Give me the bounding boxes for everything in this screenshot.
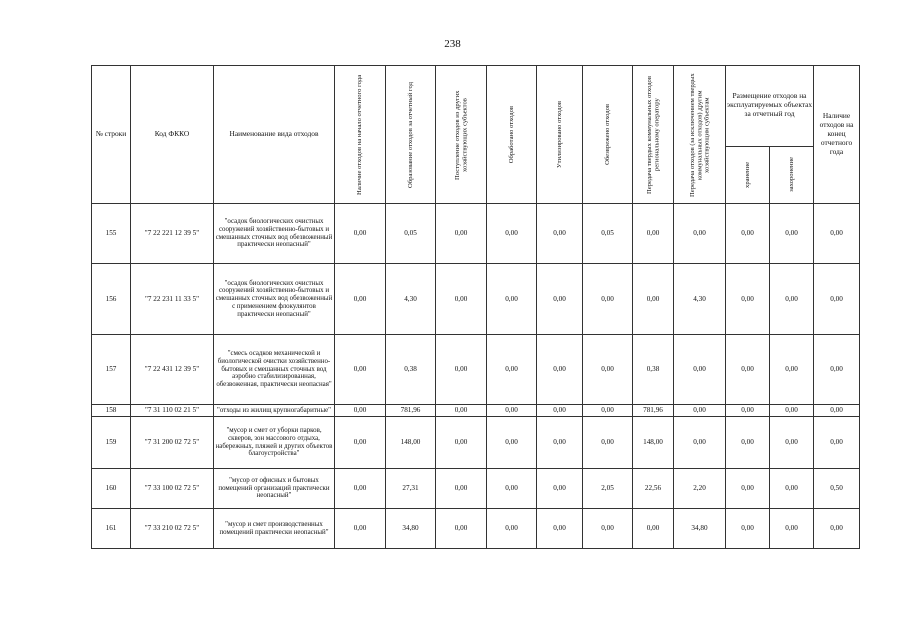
value-cell: 0,00 bbox=[726, 469, 770, 509]
value-cell: 0,50 bbox=[814, 469, 860, 509]
value-cell: 0,00 bbox=[436, 335, 487, 405]
header-end-balance: Наличие отходов на конец отчетного года bbox=[814, 66, 860, 204]
value-cell: 0,00 bbox=[335, 204, 386, 264]
value-cell: 0,00 bbox=[537, 405, 583, 417]
table-row bbox=[92, 509, 860, 549]
fkko-code: "7 31 200 02 72 5" bbox=[131, 417, 214, 469]
value-cell: 2,05 bbox=[583, 469, 633, 509]
value-cell: 0,00 bbox=[487, 469, 537, 509]
value-cell: 781,96 bbox=[386, 405, 436, 417]
fkko-code: "7 22 221 12 39 5" bbox=[131, 204, 214, 264]
value-cell: 4,30 bbox=[386, 264, 436, 335]
header-to-regional-operator: Передача твердых коммунальных отходов региональному оператору bbox=[633, 66, 674, 204]
header-placement: Размещение отходов на эксплуатируемых объектах за отчетный год bbox=[726, 66, 814, 147]
row-number: 161 bbox=[92, 509, 131, 549]
table-row bbox=[92, 335, 860, 405]
value-cell: 0,00 bbox=[487, 264, 537, 335]
value-cell: 0,00 bbox=[770, 417, 814, 469]
fkko-code: "7 33 210 02 72 5" bbox=[131, 509, 214, 549]
table-row bbox=[92, 469, 860, 509]
value-cell: 0,00 bbox=[674, 417, 726, 469]
value-cell: 0,00 bbox=[436, 417, 487, 469]
table-row bbox=[92, 204, 860, 264]
value-cell: 0,00 bbox=[335, 509, 386, 549]
table-body bbox=[92, 204, 860, 549]
row-number: 157 bbox=[92, 335, 131, 405]
value-cell: 0,00 bbox=[487, 509, 537, 549]
waste-name: "осадок биологических очистных сооружений хозяйственно-бытовых и смешанных сточных вод обезвоженный практически неопасный" bbox=[214, 204, 335, 264]
value-cell: 0,00 bbox=[436, 264, 487, 335]
value-cell: 0,00 bbox=[726, 335, 770, 405]
value-cell: 0,00 bbox=[335, 405, 386, 417]
page-number: 238 bbox=[444, 38, 461, 50]
value-cell: 0,00 bbox=[436, 204, 487, 264]
fkko-code: "7 31 110 02 21 5" bbox=[131, 405, 214, 417]
fkko-code: "7 22 431 12 39 5" bbox=[131, 335, 214, 405]
value-cell: 0,00 bbox=[335, 335, 386, 405]
header-received: Поступление отходов из других хозяйствующих субъектов bbox=[436, 66, 487, 204]
value-cell: 0,00 bbox=[487, 405, 537, 417]
value-cell: 0,38 bbox=[386, 335, 436, 405]
value-cell: 0,00 bbox=[537, 417, 583, 469]
value-cell: 0,00 bbox=[487, 204, 537, 264]
value-cell: 0,00 bbox=[770, 264, 814, 335]
value-cell: 0,00 bbox=[726, 405, 770, 417]
value-cell: 148,00 bbox=[633, 417, 674, 469]
value-cell: 0,00 bbox=[633, 204, 674, 264]
row-number: 155 bbox=[92, 204, 131, 264]
header-storage: хранение bbox=[726, 146, 770, 203]
row-number: 159 bbox=[92, 417, 131, 469]
header-utilized: Утилизировано отходов bbox=[537, 66, 583, 204]
waste-name: "мусор от офисных и бытовых помещений организаций практически неопасный" bbox=[214, 469, 335, 509]
value-cell: 0,00 bbox=[814, 509, 860, 549]
header-waste-name: Наименование вида отходов bbox=[214, 66, 335, 204]
value-cell: 34,80 bbox=[386, 509, 436, 549]
value-cell: 0,00 bbox=[770, 509, 814, 549]
fkko-code: "7 33 100 02 72 5" bbox=[131, 469, 214, 509]
value-cell: 0,00 bbox=[583, 405, 633, 417]
value-cell: 0,00 bbox=[770, 204, 814, 264]
value-cell: 0,00 bbox=[674, 405, 726, 417]
value-cell: 0,00 bbox=[814, 264, 860, 335]
value-cell: 0,00 bbox=[583, 264, 633, 335]
value-cell: 0,05 bbox=[386, 204, 436, 264]
value-cell: 0,00 bbox=[537, 509, 583, 549]
value-cell: 0,00 bbox=[633, 264, 674, 335]
value-cell: 0,00 bbox=[726, 417, 770, 469]
value-cell: 0,00 bbox=[583, 335, 633, 405]
waste-name: "мусор и смет производственных помещений практически неопасный" bbox=[214, 509, 335, 549]
value-cell: 0,00 bbox=[537, 469, 583, 509]
header-processed: Обработано отходов bbox=[487, 66, 537, 204]
value-cell: 0,00 bbox=[436, 469, 487, 509]
waste-name: "мусор и смет от уборки парков, скверов, зон массового отдыха, набережных, пляжей и других объектов благоустройства" bbox=[214, 417, 335, 469]
header-fkko-code: Код ФККО bbox=[131, 66, 214, 204]
waste-name: "смесь осадков механической и биологической очистки хозяйственно-бытовых и смешанных сточных вод аэробно стабилизированная, обезвоженная, практически неопасная" bbox=[214, 335, 335, 405]
value-cell: 0,00 bbox=[674, 204, 726, 264]
value-cell: 0,05 bbox=[583, 204, 633, 264]
value-cell: 148,00 bbox=[386, 417, 436, 469]
value-cell: 0,00 bbox=[814, 417, 860, 469]
row-number: 156 bbox=[92, 264, 131, 335]
header-row-no: № строки bbox=[92, 66, 131, 204]
waste-table bbox=[91, 65, 860, 549]
value-cell: 0,00 bbox=[335, 469, 386, 509]
value-cell: 27,31 bbox=[386, 469, 436, 509]
value-cell: 0,00 bbox=[537, 335, 583, 405]
value-cell: 2,20 bbox=[674, 469, 726, 509]
value-cell: 0,00 bbox=[436, 509, 487, 549]
value-cell: 0,00 bbox=[814, 335, 860, 405]
value-cell: 0,00 bbox=[814, 204, 860, 264]
value-cell: 0,00 bbox=[335, 417, 386, 469]
value-cell: 34,80 bbox=[674, 509, 726, 549]
value-cell: 0,00 bbox=[537, 204, 583, 264]
value-cell: 0,00 bbox=[583, 417, 633, 469]
value-cell: 0,00 bbox=[770, 405, 814, 417]
header-burial: захоронение bbox=[770, 146, 814, 203]
value-cell: 0,00 bbox=[770, 335, 814, 405]
value-cell: 4,30 bbox=[674, 264, 726, 335]
header-generated: Образование отходов за отчетный год bbox=[386, 66, 436, 204]
value-cell: 0,00 bbox=[537, 264, 583, 335]
table-row bbox=[92, 405, 860, 417]
value-cell: 0,00 bbox=[487, 335, 537, 405]
value-cell: 0,00 bbox=[335, 264, 386, 335]
header-to-other-entities: Передача отходов (за исключением твердых коммунальных отходов) другим хозяйствующим субъектам bbox=[674, 66, 726, 204]
header-neutralized: Обезврежено отходов bbox=[583, 66, 633, 204]
value-cell: 0,00 bbox=[726, 264, 770, 335]
value-cell: 0,38 bbox=[633, 335, 674, 405]
value-cell: 0,00 bbox=[770, 469, 814, 509]
row-number: 158 bbox=[92, 405, 131, 417]
value-cell: 22,56 bbox=[633, 469, 674, 509]
table-row bbox=[92, 417, 860, 469]
waste-name: "отходы из жилищ крупногабаритные" bbox=[214, 405, 335, 417]
value-cell: 0,00 bbox=[633, 509, 674, 549]
row-number: 160 bbox=[92, 469, 131, 509]
value-cell: 0,00 bbox=[674, 335, 726, 405]
value-cell: 0,00 bbox=[726, 509, 770, 549]
waste-name: "осадок биологических очистных сооружений хозяйственно-бытовых и смешанных сточных вод обезвоженный с применением флокулянтов практически неопасный" bbox=[214, 264, 335, 335]
fkko-code: "7 22 231 11 33 5" bbox=[131, 264, 214, 335]
value-cell: 0,00 bbox=[583, 509, 633, 549]
table-row bbox=[92, 264, 860, 335]
value-cell: 0,00 bbox=[487, 417, 537, 469]
value-cell: 0,00 bbox=[726, 204, 770, 264]
header-start-balance: Наличие отходов на начало отчетного года bbox=[335, 66, 386, 204]
value-cell: 0,00 bbox=[436, 405, 487, 417]
value-cell: 0,00 bbox=[814, 405, 860, 417]
value-cell: 781,96 bbox=[633, 405, 674, 417]
